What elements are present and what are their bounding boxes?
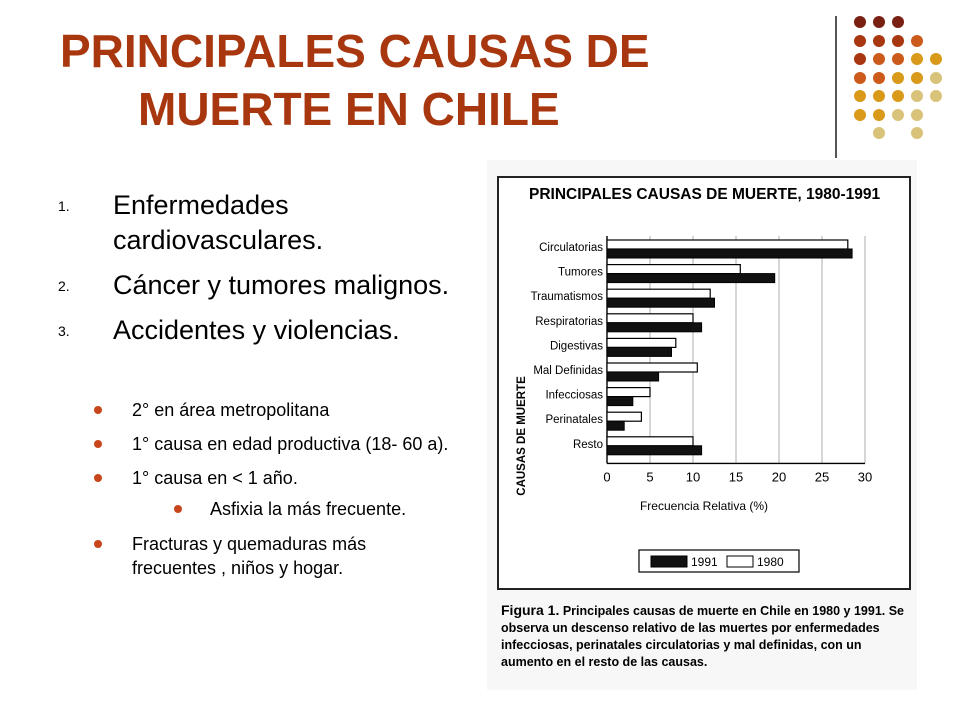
- bar-1991: [607, 372, 659, 381]
- bar-1980: [607, 240, 848, 249]
- bar-1980: [607, 412, 641, 421]
- bar-1991: [607, 323, 702, 332]
- slide-title: [60, 22, 800, 138]
- chart-title: PRINCIPALES CAUSAS DE MUERTE, 1980-1991: [529, 186, 881, 203]
- decorative-dot: [854, 90, 866, 102]
- decorative-dot: [930, 53, 942, 65]
- decorative-dot: [854, 16, 866, 28]
- y-category-label: Digestivas: [549, 340, 603, 353]
- list-item-text: 1° causa en edad productiva (18- 60 a).: [132, 434, 449, 454]
- legend-swatch-1980: [727, 556, 753, 567]
- decorative-dot: [911, 53, 923, 65]
- decorative-dot: [892, 72, 904, 84]
- bar-1980: [607, 265, 740, 274]
- decorative-dot: [892, 109, 904, 121]
- bullet-icon: [94, 474, 102, 482]
- bar-1991: [607, 397, 633, 406]
- bullet-icon: [94, 540, 102, 548]
- bar-1980: [607, 289, 710, 298]
- list-item-text: 2° en área metropolitana: [132, 400, 330, 420]
- list-item: [172, 496, 452, 522]
- decorative-dot: [873, 53, 885, 65]
- scanned-figure: [487, 160, 917, 690]
- bar-1991: [607, 347, 672, 356]
- decorative-dot: [930, 72, 942, 84]
- decorative-dot: [873, 35, 885, 47]
- list-number: 3.: [58, 323, 70, 339]
- slide-title-line-1: PRINCIPALES CAUSAS DE: [60, 25, 650, 77]
- decorative-dot: [911, 90, 923, 102]
- y-category-label: Resto: [572, 438, 603, 451]
- y-category-label: Circulatorias: [539, 242, 603, 254]
- list-item-text: Accidentes y violencias.: [113, 315, 400, 345]
- decorative-dot: [854, 109, 866, 121]
- y-category-label: Mal Definidas: [533, 365, 603, 377]
- list-number: 2.: [58, 278, 70, 294]
- y-category-label: Perinatales: [545, 414, 603, 427]
- bar-1991: [607, 298, 715, 307]
- chart-frame: [497, 176, 911, 590]
- bullet-icon: [174, 505, 182, 513]
- y-category-label: Tumores: [558, 266, 603, 279]
- figure-caption-text: Principales causas de muerte en Chile en 1980 y 1991. Se observa un descenso relativo de las muertes por enfermedades infecciosas, perinatales circulatorias y mal definidas, con un aumento en el resto de las causas.: [501, 604, 904, 669]
- list-item: [58, 313, 458, 348]
- bar-1980: [607, 388, 650, 397]
- list-item-text: Asfixia la más frecuente.: [210, 499, 407, 519]
- bar-1980: [607, 363, 697, 372]
- list-item: [92, 398, 452, 422]
- bar-1991: [607, 249, 852, 258]
- figure-caption: [501, 602, 911, 671]
- decorative-dot: [892, 53, 904, 65]
- list-item-text: Cáncer y tumores malignos.: [113, 270, 450, 300]
- slide-title-line-2: MUERTE EN CHILE: [138, 83, 560, 135]
- list-item: [92, 532, 452, 580]
- decorative-dot: [873, 127, 885, 139]
- y-category-label: Infecciosas: [545, 389, 603, 402]
- decorative-dot: [854, 35, 866, 47]
- decorative-dot: [873, 90, 885, 102]
- legend-label-1991: 1991: [691, 555, 718, 569]
- bar-1991: [607, 274, 775, 283]
- decorative-dot: [892, 16, 904, 28]
- list-number: 1.: [58, 198, 70, 214]
- figure-caption-label: Figura 1.: [501, 602, 560, 618]
- bar-1980: [607, 338, 676, 347]
- legend-swatch-1991: [651, 556, 687, 567]
- decorative-dot: [892, 35, 904, 47]
- decorative-dot: [892, 90, 904, 102]
- decorative-dot: [873, 109, 885, 121]
- y-axis-label: CAUSAS DE MUERTE: [516, 376, 528, 496]
- decorative-dot: [911, 72, 923, 84]
- accidents-details-list: [92, 398, 452, 590]
- decorative-divider: [835, 16, 837, 158]
- x-tick-label: 5: [646, 469, 654, 485]
- decorative-dot: [854, 72, 866, 84]
- decorative-dot: [911, 35, 923, 47]
- bar-1980: [607, 437, 693, 446]
- list-item-text: 1° causa en < 1 año.: [132, 468, 298, 488]
- decorative-dot: [911, 109, 923, 121]
- decorative-dot: [873, 72, 885, 84]
- legend-label-1980: 1980: [757, 555, 784, 569]
- decorative-dot: [854, 53, 866, 65]
- x-axis-label: Frecuencia Relativa (%): [639, 499, 769, 513]
- list-item-text: Enfermedades cardiovasculares.: [113, 190, 324, 255]
- bar-1991: [607, 421, 624, 430]
- x-tick-label: 10: [685, 469, 701, 485]
- bar-1991: [607, 446, 702, 455]
- x-tick-label: 25: [814, 469, 830, 485]
- nested-list: [132, 496, 452, 522]
- causes-list: [58, 188, 458, 358]
- x-tick-label: 15: [728, 469, 744, 485]
- x-tick-label: 20: [771, 469, 787, 485]
- list-item: [92, 432, 452, 456]
- list-item: [58, 268, 458, 303]
- x-tick-label: 0: [603, 469, 611, 485]
- list-item-text: Fracturas y quemaduras más frecuentes , niños y hogar.: [132, 534, 367, 578]
- y-category-label: Respiratorias: [535, 315, 603, 328]
- decorative-dot: [873, 16, 885, 28]
- y-category-label: Traumatismos: [530, 291, 603, 304]
- bar-chart: [499, 178, 909, 588]
- bullet-icon: [94, 406, 102, 414]
- bullet-icon: [94, 440, 102, 448]
- decorative-dot: [930, 90, 942, 102]
- list-item: [58, 188, 458, 258]
- list-item: [92, 466, 452, 522]
- decorative-dot: [911, 127, 923, 139]
- x-tick-label: 30: [857, 469, 873, 485]
- bar-1980: [607, 314, 693, 323]
